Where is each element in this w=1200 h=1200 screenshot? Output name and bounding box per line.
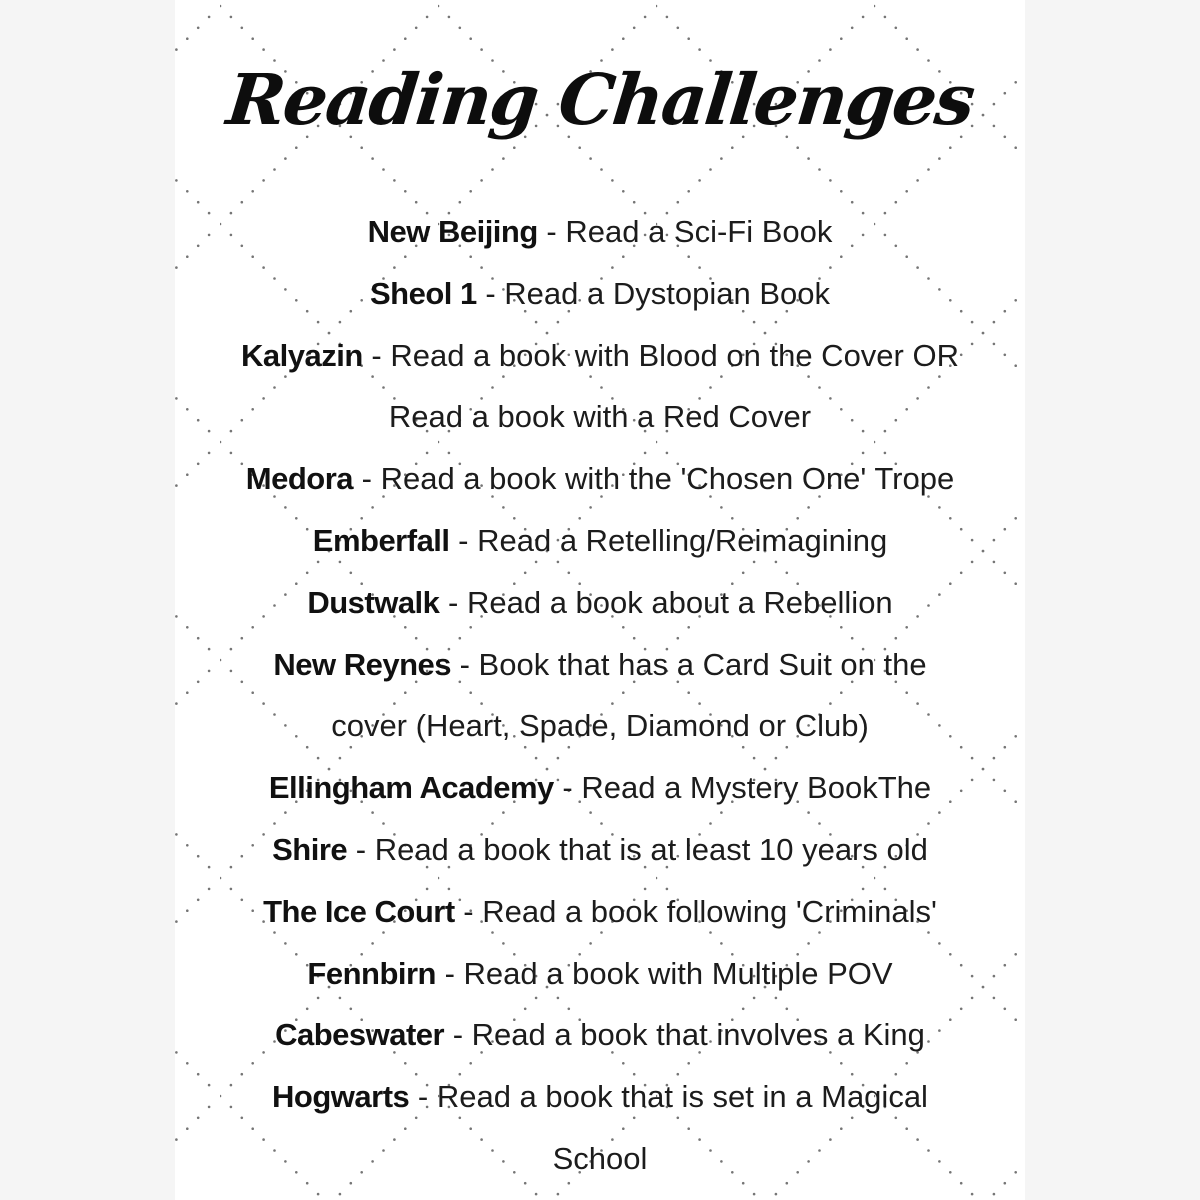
challenge-line bbox=[175, 819, 1025, 881]
poster-content bbox=[175, 35, 1025, 1190]
challenge-task: - Read a book that is at least 10 years old bbox=[347, 831, 928, 867]
challenge-item bbox=[175, 325, 1025, 449]
challenge-task: - Read a Retelling/Reimagining bbox=[449, 522, 888, 558]
challenge-line bbox=[175, 201, 1025, 263]
challenge-name: Kalyazin bbox=[241, 337, 363, 373]
challenge-name: Cabeswater bbox=[275, 1017, 445, 1053]
challenge-item bbox=[175, 1004, 1025, 1066]
challenge-item bbox=[175, 448, 1025, 510]
challenge-line bbox=[175, 510, 1025, 572]
challenge-item bbox=[175, 510, 1025, 572]
challenge-task: - Read a Sci-Fi Book bbox=[537, 214, 833, 249]
challenge-item bbox=[175, 943, 1025, 1005]
challenge-task: - Book that has a Card Suit on the bbox=[451, 646, 927, 682]
challenge-name: New Reynes bbox=[273, 646, 451, 682]
challenge-list bbox=[175, 201, 1025, 1190]
challenge-line bbox=[175, 1066, 1025, 1128]
challenge-task: - Read a book following 'Criminals' bbox=[454, 893, 937, 929]
challenge-task: - Read a book with the 'Chosen One' Trope bbox=[353, 461, 955, 497]
challenge-name: Ellingham Academy bbox=[268, 770, 554, 806]
challenge-task-continued: cover (Heart, Spade, Diamond or Club) bbox=[331, 708, 869, 744]
challenge-task-continued: Read a book with a Red Cover bbox=[388, 399, 812, 435]
challenge-name: Dustwalk bbox=[307, 584, 440, 620]
challenge-item bbox=[175, 263, 1025, 325]
challenge-task: - Read a book with Blood on the Cover OR bbox=[362, 337, 959, 373]
challenge-name: Hogwarts bbox=[272, 1079, 410, 1115]
challenge-line bbox=[175, 757, 1025, 819]
challenge-line bbox=[175, 634, 1025, 696]
challenge-line bbox=[175, 386, 1025, 448]
challenge-item bbox=[175, 819, 1025, 881]
challenge-task: - Read a Dystopian Book bbox=[476, 275, 830, 311]
challenge-task: - Read a book with Multiple POV bbox=[436, 955, 893, 991]
challenge-item bbox=[175, 634, 1025, 758]
challenge-task-continued: School bbox=[552, 1140, 648, 1176]
challenge-item bbox=[175, 201, 1025, 263]
challenge-name: Sheol 1 bbox=[369, 275, 477, 311]
challenge-task: - Read a book that is set in a Magical bbox=[409, 1079, 928, 1115]
challenge-line bbox=[175, 325, 1025, 387]
challenge-name: Fennbirn bbox=[307, 955, 436, 991]
challenge-name: New Beijing bbox=[367, 214, 538, 249]
challenge-name: Shire bbox=[272, 831, 348, 867]
challenge-task: - Read a Mystery BookThe bbox=[553, 770, 932, 806]
challenge-line bbox=[175, 881, 1025, 943]
challenge-line bbox=[175, 572, 1025, 634]
challenge-line bbox=[175, 448, 1025, 510]
poster-page bbox=[175, 0, 1025, 1200]
challenge-line bbox=[175, 1004, 1025, 1066]
challenge-item bbox=[175, 881, 1025, 943]
page-title: Reading Challenges bbox=[223, 58, 978, 141]
challenge-name: Emberfall bbox=[312, 522, 450, 558]
challenge-name: The Ice Court bbox=[263, 893, 455, 929]
challenge-item bbox=[175, 1066, 1025, 1190]
challenge-line bbox=[175, 943, 1025, 1005]
challenge-line bbox=[175, 263, 1025, 325]
challenge-item bbox=[175, 757, 1025, 819]
challenge-task: - Read a book about a Rebellion bbox=[439, 584, 893, 620]
challenge-name: Medora bbox=[245, 461, 354, 497]
challenge-line bbox=[175, 1128, 1025, 1190]
challenge-item bbox=[175, 572, 1025, 634]
challenge-task: - Read a book that involves a King bbox=[444, 1017, 925, 1053]
challenge-line bbox=[175, 695, 1025, 757]
